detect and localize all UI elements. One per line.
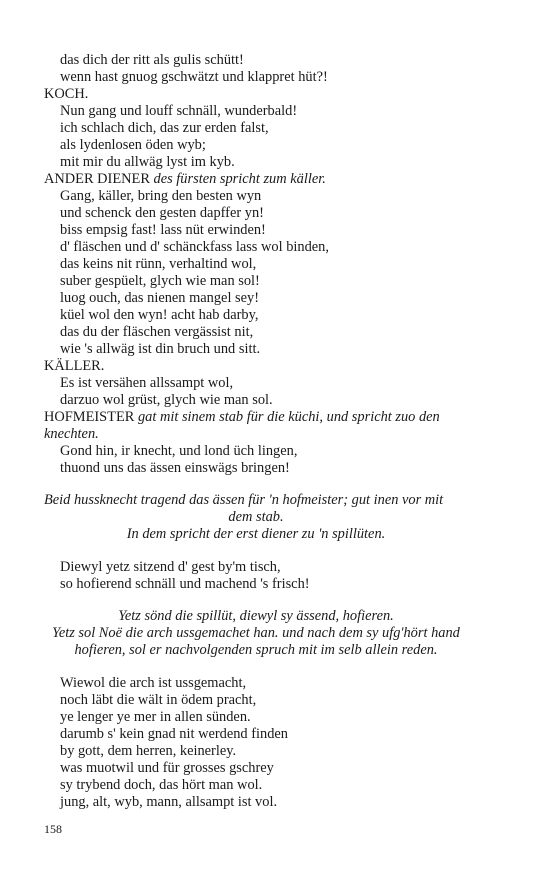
stage-direction: des fürsten spricht zum käller.: [153, 171, 326, 187]
stage-direction: gat mit sinem stab für die küchi, und spricht zuo den: [137, 409, 440, 425]
verse-line: biss empsig fast! lass nüt erwinden!: [60, 222, 266, 238]
stage-direction: In dem spricht der erst diener zu 'n spillüten.: [126, 526, 386, 542]
speaker-name: KOCH.: [44, 86, 89, 102]
stage-direction: Beid hussknecht tragend das ässen für 'n hofmeister; gut inen vor mit: [44, 492, 444, 508]
verse-line: küel wol den wyn! acht hab darby,: [60, 307, 259, 323]
stage-direction: knechten.: [44, 426, 99, 442]
verse-line: Es ist versähen allssampt wol,: [60, 375, 234, 391]
speaker-name: HOFMEISTER: [44, 409, 135, 425]
speaker-line: [44, 358, 104, 375]
verse-line: mit mir du allwäg lyst im kyb.: [60, 154, 235, 170]
verse-line: luog ouch, das nienen mangel sey!: [60, 290, 260, 306]
verse-line: darumb s' kein gnad nit werdend finden: [60, 726, 288, 742]
verse-line: das keins nit rünn, verhaltind wol,: [60, 256, 257, 272]
verse-line: by gott, dem herren, keinerley.: [60, 743, 237, 759]
verse-line: so hofierend schnäll und machend 's frisch!: [60, 576, 310, 592]
verse-line: noch läbt die wält in ödem pracht,: [60, 692, 257, 708]
verse-line: thuond uns das ässen einswägs bringen!: [60, 460, 290, 476]
verse-line: Gang, käller, bring den besten wyn: [60, 188, 262, 204]
stage-direction: Yetz sol Noë die arch ussgemachet han. und nach dem sy ufg'hört hand: [52, 625, 460, 641]
verse-line: jung, alt, wyb, mann, allsampt ist vol.: [60, 794, 278, 810]
stage-direction: hofieren, sol er nachvolgenden spruch mit im selb allein reden.: [74, 642, 438, 658]
verse-line: und schenck den gesten dapffer yn!: [60, 205, 264, 221]
stage-direction: dem stab.: [228, 509, 284, 525]
verse-line: Diewyl yetz sitzend d' gest by'm tisch,: [60, 559, 281, 575]
speaker-name: KÄLLER.: [44, 358, 105, 374]
verse-line: Gond hin, ir knecht, und lond üch lingen,: [60, 443, 298, 459]
verse-line: d' fläschen und d' schänckfass lass wol binden,: [60, 239, 329, 255]
verse-line: darzuo wol grüst, glych wie man sol.: [60, 392, 273, 408]
speaker-line: [44, 86, 88, 103]
verse-line: sy trybend doch, das hört man wol.: [60, 777, 263, 793]
verse-line: ye lenger ye mer in allen sünden.: [60, 709, 251, 725]
verse-line: das dich der ritt als gulis schütt!: [60, 52, 244, 68]
speaker-line: [44, 171, 326, 188]
stage-direction: Yetz sönd die spillüt, diewyl sy ässend, hofieren.: [118, 608, 394, 624]
verse-line: Wiewol die arch ist ussgemacht,: [60, 675, 247, 691]
verse-line: das du der fläschen vergässist nit,: [60, 324, 254, 340]
verse-line: wie 's allwäg ist din bruch und sitt.: [60, 341, 261, 357]
speaker-line: [44, 409, 440, 426]
page-number: 158: [44, 822, 62, 836]
verse-line: was muotwil und für grosses gschrey: [60, 760, 274, 776]
verse-line: suber gespüelt, glych wie man sol!: [60, 273, 260, 289]
verse-line: Nun gang und louff schnäll, wunderbald!: [60, 103, 298, 119]
speaker-name: ANDER DIENER: [44, 171, 150, 187]
verse-line: ich schlach dich, das zur erden falst,: [60, 120, 269, 136]
verse-line: wenn hast gnuog gschwätzt und klappret hüt?!: [60, 69, 328, 85]
verse-line: als lydenlosen öden wyb;: [60, 137, 206, 153]
